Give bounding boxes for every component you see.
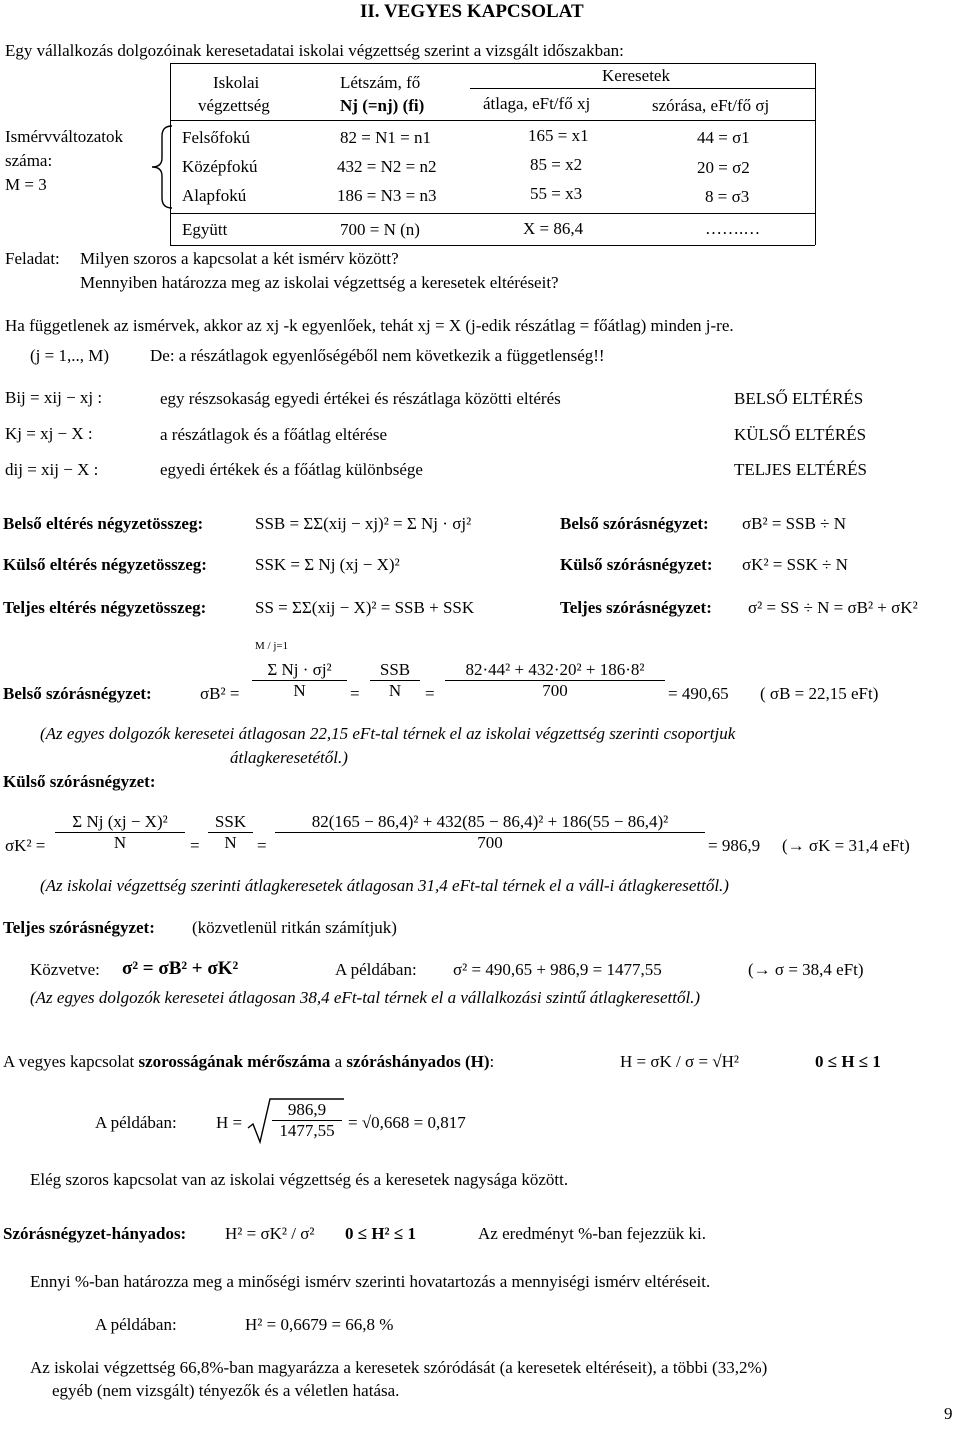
strength-range: 0 ≤ H ≤ 1 bbox=[815, 1052, 881, 1071]
sum-formula: SSB = ΣΣ(xij − xj)² = Σ Nj · σj² bbox=[255, 514, 472, 533]
ratio-example: H² = 0,6679 = 66,8 % bbox=[245, 1315, 394, 1334]
outer-fraction-sum bbox=[55, 812, 185, 853]
strength-example-fraction bbox=[272, 1100, 342, 1141]
inner-ss-den: N bbox=[388, 681, 402, 700]
deviation-name: BELSŐ ELTÉRÉS bbox=[734, 389, 864, 408]
row-n: 82 = N1 = n1 bbox=[340, 128, 431, 147]
strength-conclusion: Elég szoros kapcsolat van az iskolai végzettség és a keresetek nagysága között. bbox=[30, 1170, 569, 1189]
row-mean: 55 = x3 bbox=[530, 184, 583, 203]
equals-sign: = bbox=[190, 836, 200, 855]
total-example-label: A példában: bbox=[335, 960, 417, 979]
sum-formula: SS = ΣΣ(xij − X)² = SSB + SSK bbox=[255, 598, 475, 617]
equals-sign: = bbox=[350, 684, 360, 703]
outer-result: = 986,9 bbox=[708, 836, 761, 855]
ratio-example-label: A példában: bbox=[95, 1315, 177, 1334]
variance-formula: σK² = SSK ÷ N bbox=[742, 555, 848, 574]
deviation-formula: Kj = xj − X : bbox=[5, 424, 93, 443]
inner-sum-limits: M / j=1 bbox=[255, 640, 289, 652]
total-var-label: Teljes szórásnégyzet: bbox=[3, 918, 155, 937]
total-var-label-rest: (közvetlenül ritkán számítjuk) bbox=[192, 918, 397, 937]
page-number: 9 bbox=[944, 1404, 953, 1423]
ratio-label: Szórásnégyzet-hányados: bbox=[3, 1224, 187, 1243]
header-keresetek: Keresetek bbox=[602, 66, 670, 85]
header-szorasa: szórása, eFt/fő σj bbox=[652, 96, 770, 115]
strength-example-den: 1477,55 bbox=[279, 1121, 335, 1140]
ratio-formula: H² = σK² / σ² bbox=[225, 1224, 315, 1243]
total-mean: X = 86,4 bbox=[523, 219, 584, 238]
intro-text: Egy vállalkozás dolgozóinak keresetadatai iskolai végzettség szerint a vizsgált időszakban: bbox=[5, 41, 624, 60]
deviation-name: KÜLSŐ ELTÉRÉS bbox=[734, 425, 867, 444]
variance-label: Belső szórásnégyzet: bbox=[560, 514, 709, 533]
equals-sign: = bbox=[257, 836, 267, 855]
task-label: Feladat: bbox=[5, 249, 60, 268]
indirect-formula: σ² = σB² + σK² bbox=[122, 958, 239, 979]
deviation-desc: a részátlagok és a főátlag eltérése bbox=[160, 425, 388, 444]
h-symbol: H = bbox=[216, 1113, 243, 1132]
outer-calc-den: 700 bbox=[477, 833, 503, 852]
strength-text-e: : bbox=[489, 1052, 495, 1071]
inner-sum-den: N bbox=[293, 681, 306, 700]
inner-arrow: ( σB = 22,15 eFt) bbox=[760, 684, 879, 703]
indirect-label: Közvetve: bbox=[30, 960, 100, 979]
independence-range: (j = 1,.., M) bbox=[30, 346, 109, 365]
outer-arrow: (→ σK = 31,4 eFt) bbox=[782, 836, 910, 855]
outer-ss-num: SSK bbox=[208, 812, 253, 833]
outer-lhs: σK² = bbox=[5, 836, 46, 855]
total-level: Együtt bbox=[182, 220, 228, 239]
deviation-desc: egyedi értékek és a főátlag különbsége bbox=[160, 460, 423, 479]
strength-example-num: 986,9 bbox=[272, 1100, 342, 1121]
side-label-2: száma: bbox=[5, 151, 53, 170]
deviation-formula: Bij = xij − xj : bbox=[5, 388, 103, 407]
task-question-1: Milyen szoros a kapcsolat a két ismérv között? bbox=[80, 249, 399, 268]
total-example: σ² = 490,65 + 986,9 = 1477,55 bbox=[453, 960, 662, 979]
variance-formula: σ² = SS ÷ N = σB² + σK² bbox=[748, 598, 918, 617]
inner-note-2: átlagkeresetétől.) bbox=[230, 748, 348, 767]
deviation-formula: dij = xij − X : bbox=[5, 460, 99, 479]
outer-ss-den: N bbox=[224, 833, 237, 852]
row-level: Felsőfokú bbox=[182, 128, 250, 147]
task-question-2: Mennyiben határozza meg az iskolai végzettség a keresetek eltéréseit? bbox=[80, 273, 559, 292]
strength-line bbox=[3, 1052, 494, 1072]
deviation-desc: egy részsokaság egyedi értékei és részátlaga közötti eltérés bbox=[160, 389, 561, 408]
row-mean: 165 = x1 bbox=[528, 126, 589, 145]
inner-fraction-ss bbox=[370, 660, 420, 701]
inner-calc-den: 700 bbox=[542, 681, 568, 700]
sum-label: Teljes eltérés négyzetösszeg: bbox=[3, 598, 207, 617]
row-mean: 85 = x2 bbox=[530, 155, 583, 174]
row-n: 432 = N2 = n2 bbox=[337, 157, 437, 176]
sum-label: Belső eltérés négyzetösszeg: bbox=[3, 514, 204, 533]
outer-label: Külső szórásnégyzet: bbox=[3, 772, 156, 791]
side-label-1: Ismérvváltozatok bbox=[5, 127, 124, 146]
inner-calc-num: 82·44² + 432·20² + 186·8² bbox=[445, 660, 665, 681]
header-nj: Nj (=nj) (fi) bbox=[340, 96, 425, 115]
ratio-explain: Ennyi %-ban határozza meg a minőségi ismérv szerinti hovatartozás a mennyiségi ismérv eltéréseit. bbox=[30, 1272, 711, 1291]
strength-text-a: A vegyes kapcsolat bbox=[3, 1052, 139, 1071]
variance-label: Teljes szórásnégyzet: bbox=[560, 598, 712, 617]
outer-note: (Az iskolai végzettség szerinti átlagkeresetek átlagosan 31,4 eFt-tal térnek el a váll-i átlagkeresettől.) bbox=[40, 876, 729, 895]
total-n: 700 = N (n) bbox=[340, 220, 420, 239]
independence-note: De: a részátlagok egyenlőségéből nem következik a függetlenség!! bbox=[150, 346, 605, 365]
equals-sign: = bbox=[425, 684, 435, 703]
ratio-conclusion-2: egyéb (nem vizsgált) tényezők és a véletlen hatása. bbox=[52, 1381, 400, 1400]
header-vegzettseg: végzettség bbox=[198, 96, 270, 115]
inner-result: = 490,65 bbox=[668, 684, 729, 703]
page-title: II. VEGYES KAPCSOLAT bbox=[360, 1, 584, 22]
inner-sum-num: Σ Nj · σj² bbox=[252, 660, 347, 681]
strength-example-result: = √0,668 = 0,817 bbox=[348, 1113, 466, 1132]
outer-sum-num: Σ Nj (xj − X)² bbox=[55, 812, 185, 833]
inner-fraction-sum bbox=[252, 660, 347, 701]
side-label-3: M = 3 bbox=[5, 175, 47, 194]
ratio-conclusion-1: Az iskolai végzettség 66,8%-ban magyarázza a keresetek szóródását (a keresetek eltéréseit), a többi (33,2%) bbox=[30, 1358, 768, 1377]
curly-brace-icon bbox=[150, 124, 176, 210]
inner-lhs: σB² = bbox=[200, 684, 240, 703]
total-arrow: (→ σ = 38,4 eFt) bbox=[748, 960, 864, 979]
strength-text-c: a bbox=[330, 1052, 347, 1071]
sum-formula: SSK = Σ Nj (xj − X)² bbox=[255, 555, 400, 574]
row-sd: 44 = σ1 bbox=[697, 128, 750, 147]
outer-sum-den: N bbox=[113, 833, 127, 852]
header-atlaga: átlaga, eFt/fő xj bbox=[483, 94, 591, 113]
strength-example-label: A példában: bbox=[95, 1113, 177, 1132]
total-note: (Az egyes dolgozók keresetei átlagosan 38,4 eFt-tal térnek el a vállalkozási szintű átlagkeresettől.) bbox=[30, 988, 701, 1007]
outer-fraction-calc bbox=[275, 812, 705, 853]
row-level: Alapfokú bbox=[182, 186, 247, 205]
outer-calc-num: 82(165 − 86,4)² + 432(85 − 86,4)² + 186(55 − 86,4)² bbox=[275, 812, 705, 833]
total-sd: …….… bbox=[705, 219, 761, 238]
row-sd: 8 = σ3 bbox=[705, 187, 750, 206]
variance-label: Külső szórásnégyzet: bbox=[560, 555, 713, 574]
deviation-name: TELJES ELTÉRÉS bbox=[734, 460, 868, 479]
sum-label: Külső eltérés négyzetösszeg: bbox=[3, 555, 207, 574]
row-sd: 20 = σ2 bbox=[697, 158, 750, 177]
row-level: Középfokú bbox=[182, 157, 258, 176]
header-iskolai: Iskolai bbox=[213, 73, 260, 92]
inner-fraction-calc bbox=[445, 660, 665, 701]
header-letszam: Létszám, fő bbox=[340, 73, 421, 92]
inner-label: Belső szórásnégyzet: bbox=[3, 684, 152, 703]
variance-formula: σB² = SSB ÷ N bbox=[742, 514, 847, 533]
row-n: 186 = N3 = n3 bbox=[337, 186, 437, 205]
ratio-percent: Az eredményt %-ban fejezzük ki. bbox=[478, 1224, 706, 1243]
inner-note-1: (Az egyes dolgozók keresetei átlagosan 22,15 eFt-tal térnek el az iskolai végzettség szerinti csoportjuk bbox=[40, 724, 736, 743]
ratio-range: 0 ≤ H² ≤ 1 bbox=[345, 1224, 416, 1243]
strength-formula: H = σK / σ = √H² bbox=[620, 1052, 739, 1071]
inner-ss-num: SSB bbox=[370, 660, 420, 681]
strength-text-b: szorosságának mérőszáma bbox=[138, 1052, 331, 1071]
strength-text-d: szóráshányados (H) bbox=[346, 1052, 490, 1071]
independence-line-1: Ha függetlenek az ismérvek, akkor az xj -k egyenlőek, tehát xj = X (j-edik részátlag = főátlag) minden j-re. bbox=[5, 316, 734, 335]
outer-fraction-ss bbox=[208, 812, 253, 853]
